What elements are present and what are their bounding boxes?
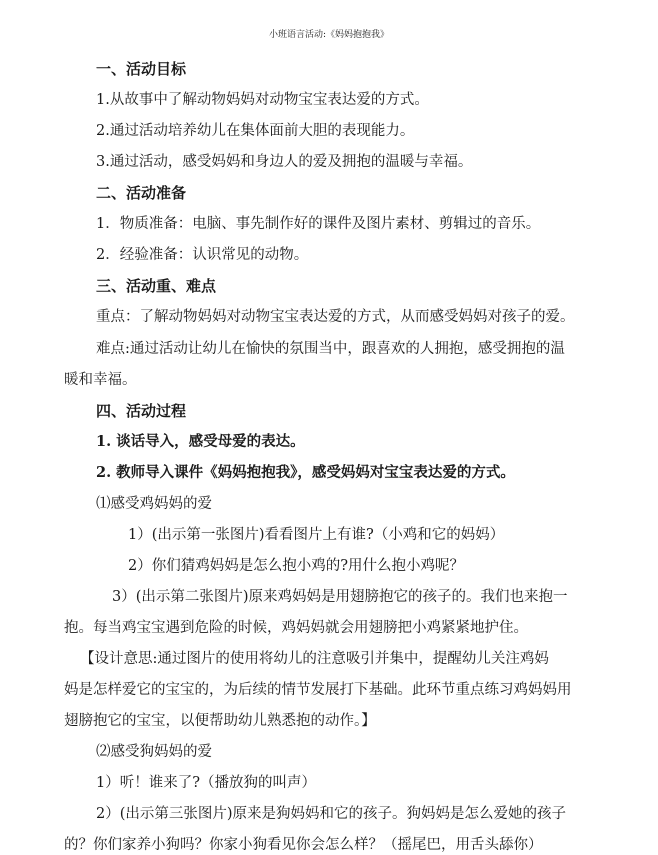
heading-preparation: 二、活动准备 (96, 184, 187, 202)
sub-section-chicken: ⑴感受鸡妈妈的爱 (96, 496, 212, 512)
goal-item: 1.从故事中了解动物妈妈对动物宝宝表达爱的方式。 (96, 92, 429, 108)
chicken-question-2: 2）你们猜鸡妈妈是怎么抱小鸡的?用什么抱小鸡呢？ (128, 558, 464, 574)
document-title: 小班语言活动:《妈妈抱抱我》 (268, 30, 390, 40)
preparation-item: 2．经验准备：认识常见的动物。 (96, 247, 309, 263)
design-intent: 【设计意思:通过图片的使用将幼儿的注意吸引并集中，提醒幼儿关注鸡妈 (80, 651, 549, 667)
goal-item: 2.通过活动培养幼儿在集体面前大胆的表现能力。 (96, 123, 415, 139)
heading-key-points: 三、活动重、难点 (96, 277, 217, 295)
preparation-item: 1．物质准备：电脑、事先制作好的课件及图片素材、剪辑过的音乐。 (96, 216, 541, 232)
design-intent-cont: 翅膀抱它的宝宝，以便帮助幼儿熟悉抱的动作。】 (64, 713, 376, 729)
process-step-1: 1. 谈话导入，感受母爱的表达。 (96, 433, 305, 450)
goal-item: 3.通过活动，感受妈妈和身边人的爱及拥抱的温暖与幸福。 (96, 154, 473, 170)
dog-question-2: 2）(出示第三张图片)原来是狗妈妈和它的孩子。狗妈妈是怎么爱她的孩子 (96, 806, 567, 822)
process-step-2: 2. 教师导入课件《妈妈抱抱我》，感受妈妈对宝宝表达爱的方式。 (96, 464, 515, 481)
dog-question-2-cont: 的？你们家养小狗吗？你家小狗看见你会怎么样？（摇尾巴，用舌头舔你） (64, 837, 543, 853)
key-point: 重点：了解动物妈妈对动物宝宝表达爱的方式，从而感受妈妈对孩子的爱。 (96, 309, 575, 325)
chicken-question-1: 1）(出示第一张图片)看看图片上有谁?（小鸡和它的妈妈） (128, 527, 505, 543)
dog-question-1: 1）听！谁来了?（播放狗的叫声） (96, 775, 316, 791)
chicken-question-3-cont: 抱。每当鸡宝宝遇到危险的时候，鸡妈妈就会用翅膀把小鸡紧紧地护住。 (64, 620, 528, 636)
heading-process: 四、活动过程 (96, 402, 187, 420)
sub-section-dog: ⑵感受狗妈妈的爱 (96, 744, 212, 760)
difficult-point: 难点:通过活动让幼儿在愉快的氛围当中，跟喜欢的人拥抱，感受拥抱的温 (96, 341, 565, 357)
design-intent-cont: 妈是怎样爱它的宝宝的，为后续的情节发展打下基础。此环节重点练习鸡妈妈用 (64, 682, 572, 698)
chicken-question-3: 3）(出示第二张图片)原来鸡妈妈是用翅膀抱它的孩子的。我们也来抱一 (112, 589, 568, 605)
difficult-point-cont: 暖和幸福。 (64, 372, 137, 388)
heading-goals: 一、活动目标 (96, 60, 187, 78)
